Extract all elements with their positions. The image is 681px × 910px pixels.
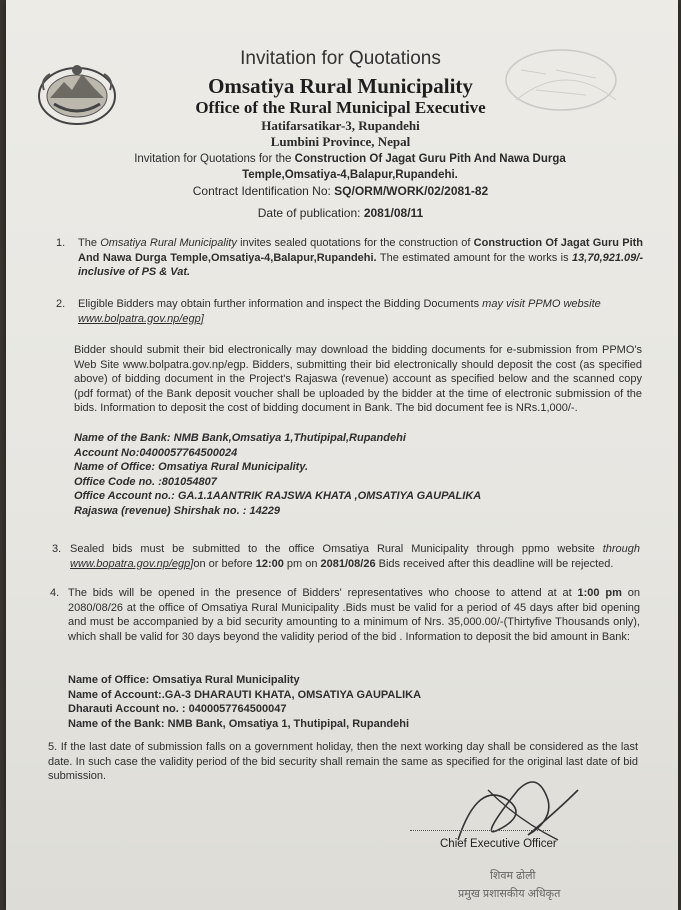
bopatra-link[interactable]: www.bopatra.gov.np/egp] [70,557,194,570]
section-1-number: 1. [56,237,66,249]
document-title: Invitation for Quotations [240,48,441,69]
section-2-bank-details: Name of the Bank: NMB Bank,Omsatiya 1,Thutipipal,Rupandehi Account No:0400057764500024 Name of Office: Omsatiya Rural Municipality. Office Code no. :801054807 Office Account no.: GA.1.1AANTRIK RAJSWA KHATA ,OMSATIYA GAUPALIKA Rajaswa (revenue) Shirshak no. : 14229 [74,432,482,517]
bolpatra-link[interactable]: www.bolpatra.gov.np/egp] [78,312,204,325]
signatory-title-nepali: प्रमुख प्रशासकीय अधिकृत [458,888,561,900]
address-line-2: Lumbini Province, Nepal [270,134,411,149]
section-5-text: 5. If the last date of submission falls on a government holiday, then the next working day shall be considered as the last date. In such case the validity period of the bid security shall remain the same as specified for the original last date of bid submission. [48,741,638,783]
publication-date: Date of publication: 2081/08/11 [257,206,424,220]
address-line-1: Hatifarsatikar-3, Rupandehi [261,118,420,133]
section-2-paragraph: Bidder should submit their bid electronically may download the bidding documents for e-submission from PPMO's Web Site www.bolpatra.gov.np/egp. Bidders, submitting their bid electronically should deposit the cost (as specified above) of bidding document in the Project's Rajaswa (revenue) account as specified below and the scanned copy (pdf format) of the Bank deposit voucher shall be uploaded by the bidder at the time of electronic submission of the bids. Information to deposit the cost of bidding document in Bank. The bid document fee is NRs.1,000/-. [74,344,642,415]
section-3-text: Sealed bids must be submitted to the office Omsatiya Rural Municipality through ppmo website through www.bopatra.gov.np/egp]on or before 12:00 pm on 2081/08/26 Bids received after this deadline will be rejected. [70,543,640,570]
section-3-number: 3. [52,543,62,555]
municipality-name: Omsatiya Rural Municipality [208,74,473,98]
office-name: Office of the Rural Municipal Executive [195,98,486,117]
signatory-title: Chief Executive Officer [440,838,557,850]
section-4-text: The bids will be opened in the presence of Bidders' representatives who choose to attend at at 1:00 pm on 2080/08/26 at the office of Omsatiya Rural Municipality .Bids must be valid for a period of 45 days after bid opening and must be accompanied by a bid security amounting to a minimum of Nrs. 35,000.00/-(Thirtyfive Thousands only), which shall be valid for 30 days beyond the validity period of the bid . Information to deposit the bid amount in Bank: [68,587,640,643]
contract-identification: Contract Identification No: SQ/ORM/WORK/02/2081-82 [192,184,489,198]
section-1-text: The Omsatiya Rural Municipality invites sealed quotations for the construction of Construction Of Jagat Guru Pith And Nawa Durga Temple,Omsatiya-4,Balapur,Rupandehi. The estimated amount for the works is 13,70,921.09/- inclusive of PS & Vat. [78,237,644,279]
section-4-number: 4. [50,587,60,599]
signature-line [410,830,550,831]
section-4-bank-details: Name of Office: Omsatiya Rural Municipality Name of Account:.GA-3 DHARAUTI KHATA, OMSATIYA GAUPALIKA Dharauti Account no. : 0400057764500047 Name of the Bank: NMB Bank, Omsatiya 1, Thutipipal, Rupandehi [68,674,422,730]
invitation-line: Invitation for Quotations for the Construction Of Jagat Guru Pith And Nawa Durga Temple,Omsatiya-4,Balapur,Rupandehi. [134,153,566,181]
signatory-name-nepali: शिवम ढोली [490,870,536,882]
section-2-number: 2. [56,298,66,310]
section-2-intro: Eligible Bidders may obtain further information and inspect the Bidding Documents may visit PPMO website www.bolpatra.gov.np/egp] [78,298,601,325]
